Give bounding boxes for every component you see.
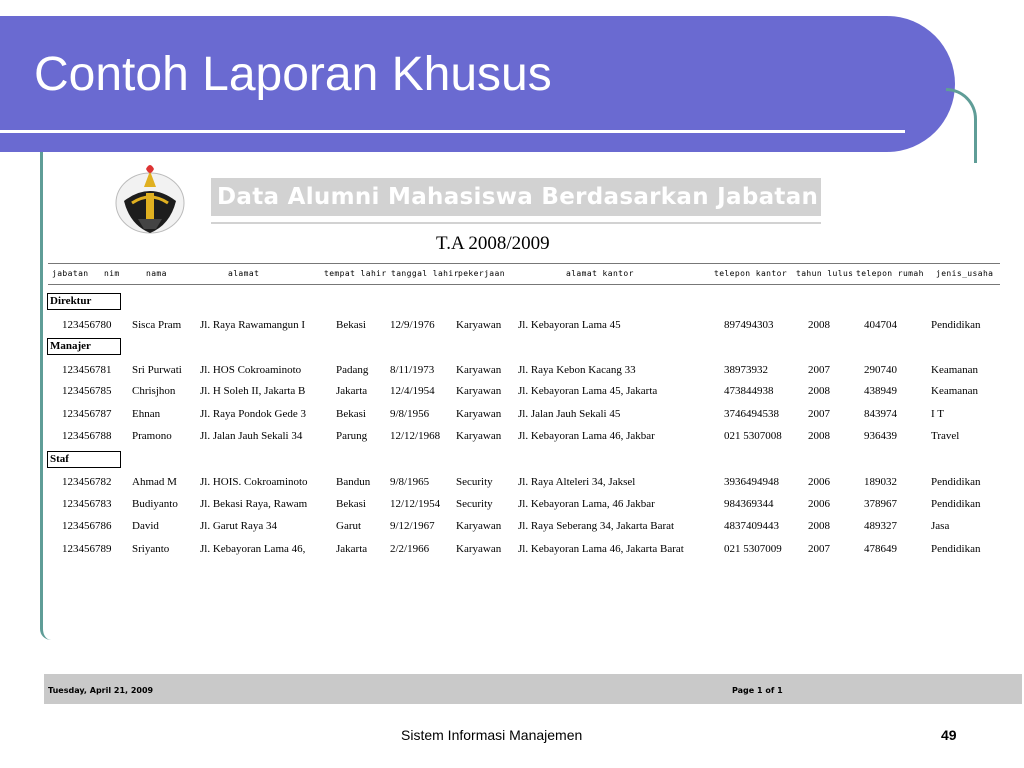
table-cell: Jl. Raya Alteleri 34, Jaksel bbox=[518, 476, 636, 488]
table-cell: Ehnan bbox=[132, 408, 161, 420]
table-cell: Karyawan bbox=[456, 364, 502, 376]
table-cell: 021 5307008 bbox=[724, 430, 782, 442]
table-cell: Budiyanto bbox=[132, 498, 178, 510]
table-cell: 38973932 bbox=[724, 364, 768, 376]
report-footer-date: Tuesday, April 21, 2009 bbox=[48, 686, 154, 695]
table-cell: Jakarta bbox=[336, 385, 368, 397]
table-cell: 123456782 bbox=[62, 476, 112, 488]
table-cell: Jl. Bekasi Raya, Rawam bbox=[200, 498, 308, 510]
table-cell: Garut bbox=[336, 520, 362, 532]
report-title: Data Alumni Mahasiswa Berdasarkan Jabatan bbox=[211, 178, 821, 216]
table-cell: Karyawan bbox=[456, 543, 502, 555]
table-cell: Jl. Kebayoran Lama 46, Jakbar bbox=[518, 430, 655, 442]
table-cell: Jl. Raya Seberang 34, Jakarta Barat bbox=[518, 520, 675, 532]
table-cell: 404704 bbox=[864, 319, 897, 331]
table-cell: Keamanan bbox=[931, 385, 979, 397]
table-cell: 936439 bbox=[864, 430, 897, 442]
table-cell: Karyawan bbox=[456, 408, 502, 420]
table-cell: 2007 bbox=[808, 408, 830, 420]
table-cell: Chrisjhon bbox=[132, 385, 176, 397]
report-footer-page: Page 1 of 1 bbox=[732, 686, 783, 695]
table-cell: 2006 bbox=[808, 498, 830, 510]
table-cell: 2008 bbox=[808, 319, 830, 331]
table-cell: 290740 bbox=[864, 364, 897, 376]
column-header: tanggal lahir bbox=[391, 269, 459, 278]
table-cell: Karyawan bbox=[456, 385, 502, 397]
table-cell: Jl. HOIS. Cokroaminoto bbox=[200, 476, 308, 488]
table-cell: Jl. H Soleh II, Jakarta B bbox=[200, 385, 306, 397]
table-cell: 2008 bbox=[808, 520, 830, 532]
table-cell: Sri Purwati bbox=[132, 364, 182, 376]
table-cell: 123456783 bbox=[62, 498, 112, 510]
header-bottom-line bbox=[48, 284, 1000, 285]
table-cell: 378967 bbox=[864, 498, 897, 510]
table-cell: Jl. Kebayoran Lama 45, Jakarta bbox=[518, 385, 658, 397]
table-cell: 9/12/1967 bbox=[390, 520, 435, 532]
table-cell: Jl. Raya Rawamangun I bbox=[200, 319, 306, 331]
table-cell: 473844938 bbox=[724, 385, 774, 397]
table-cell: Security bbox=[456, 476, 493, 488]
column-header: telepon kantor bbox=[714, 269, 788, 278]
table-cell: 489327 bbox=[864, 520, 897, 532]
group-header-direktur: Direktur bbox=[47, 293, 121, 310]
table-cell: 984369344 bbox=[724, 498, 774, 510]
table-cell: Jasa bbox=[931, 520, 950, 532]
table-cell: Pendidikan bbox=[931, 319, 981, 331]
table-cell: 123456785 bbox=[62, 385, 112, 397]
table-cell: Jakarta bbox=[336, 543, 368, 555]
column-header: alamat bbox=[228, 269, 260, 278]
table-cell: 021 5307009 bbox=[724, 543, 782, 555]
table-cell: 897494303 bbox=[724, 319, 774, 331]
table-cell: Jl. Kebayoran Lama, 46 Jakbar bbox=[518, 498, 655, 510]
group-header-staf: Staf bbox=[47, 451, 121, 468]
table-cell: 123456787 bbox=[62, 408, 112, 420]
report-subtitle: T.A 2008/2009 bbox=[436, 233, 550, 254]
table-cell: Bekasi bbox=[336, 498, 366, 510]
table-cell: Ahmad M bbox=[132, 476, 177, 488]
table-cell: 438949 bbox=[864, 385, 897, 397]
frame-right-decoration bbox=[946, 88, 977, 163]
table-cell: 2008 bbox=[808, 430, 830, 442]
column-header: jenis_usaha bbox=[936, 269, 994, 278]
table-cell: 8/11/1973 bbox=[390, 364, 435, 376]
slide-footer-text: Sistem Informasi Manajemen bbox=[401, 727, 583, 743]
table-cell: 843974 bbox=[864, 408, 897, 420]
table-cell: 478649 bbox=[864, 543, 897, 555]
table-cell: 3746494538 bbox=[724, 408, 779, 420]
table-cell: Keamanan bbox=[931, 364, 979, 376]
table-cell: Jl. Kebayoran Lama 46, bbox=[200, 543, 306, 555]
table-cell: Jl. Garut Raya 34 bbox=[200, 520, 277, 532]
table-cell: Bandun bbox=[336, 476, 371, 488]
table-cell: 3936494948 bbox=[724, 476, 779, 488]
table-cell: 9/8/1956 bbox=[390, 408, 430, 420]
table-cell: Pramono bbox=[132, 430, 172, 442]
table-cell: 12/12/1954 bbox=[390, 498, 441, 510]
table-cell: Jl. Jalan Jauh Sekali 34 bbox=[200, 430, 303, 442]
group-header-manajer: Manajer bbox=[47, 338, 121, 355]
column-header: pekerjaan bbox=[458, 269, 505, 278]
table-cell: 2007 bbox=[808, 543, 830, 555]
table-cell: Karyawan bbox=[456, 520, 502, 532]
table-cell: Security bbox=[456, 498, 493, 510]
title-underline bbox=[0, 130, 905, 133]
table-cell: Jl. Kebayoran Lama 45 bbox=[518, 319, 621, 331]
column-header: tahun lulus bbox=[796, 269, 854, 278]
table-cell: 123456786 bbox=[62, 520, 112, 532]
column-header: nama bbox=[146, 269, 167, 278]
column-header: alamat kantor bbox=[566, 269, 634, 278]
table-cell: 9/8/1965 bbox=[390, 476, 430, 488]
table-cell: Jl. HOS Cokroaminoto bbox=[200, 364, 302, 376]
table-cell: 123456789 bbox=[62, 543, 112, 555]
university-crest-icon bbox=[110, 163, 190, 239]
table-cell: 2008 bbox=[808, 385, 830, 397]
table-cell: 2/2/1966 bbox=[390, 543, 430, 555]
table-cell: David bbox=[132, 520, 159, 532]
slide-title: Contoh Laporan Khusus bbox=[34, 48, 552, 101]
table-cell: 12/4/1954 bbox=[390, 385, 435, 397]
table-cell: 123456781 bbox=[62, 364, 112, 376]
table-cell: Bekasi bbox=[336, 319, 366, 331]
table-cell: 123456780 bbox=[62, 319, 112, 331]
column-header: telepon rumah bbox=[856, 269, 924, 278]
table-cell: 12/9/1976 bbox=[390, 319, 435, 331]
table-cell: Jl. Kebayoran Lama 46, Jakarta Barat bbox=[518, 543, 684, 555]
table-cell: Parung bbox=[336, 430, 368, 442]
table-cell: Travel bbox=[931, 430, 960, 442]
table-cell: Sisca Pram bbox=[132, 319, 182, 331]
table-cell: I T bbox=[931, 408, 944, 420]
table-cell: Bekasi bbox=[336, 408, 366, 420]
column-header: nim bbox=[104, 269, 120, 278]
table-cell: 12/12/1968 bbox=[390, 430, 441, 442]
table-cell: Jl. Raya Pondok Gede 3 bbox=[200, 408, 307, 420]
table-cell: Pendidikan bbox=[931, 543, 981, 555]
table-cell: Sriyanto bbox=[132, 543, 170, 555]
report-title-rule bbox=[211, 222, 821, 224]
table-cell: Jl. Raya Kebon Kacang 33 bbox=[518, 364, 636, 376]
slide-page-number: 49 bbox=[941, 727, 957, 743]
column-header: jabatan bbox=[52, 269, 89, 278]
table-cell: Pendidikan bbox=[931, 498, 981, 510]
table-cell: Jl. Jalan Jauh Sekali 45 bbox=[518, 408, 621, 420]
table-cell: Karyawan bbox=[456, 430, 502, 442]
table-cell: Pendidikan bbox=[931, 476, 981, 488]
table-cell: 4837409443 bbox=[724, 520, 779, 532]
table-cell: Karyawan bbox=[456, 319, 502, 331]
column-header: tempat lahir bbox=[324, 269, 387, 278]
table-cell: 189032 bbox=[864, 476, 897, 488]
table-cell: Padang bbox=[336, 364, 369, 376]
frame-left-decoration bbox=[40, 152, 51, 640]
report-footer-bar bbox=[44, 674, 1022, 704]
table-cell: 2006 bbox=[808, 476, 830, 488]
header-top-line bbox=[48, 263, 1000, 264]
table-cell: 2007 bbox=[808, 364, 830, 376]
table-cell: 123456788 bbox=[62, 430, 112, 442]
